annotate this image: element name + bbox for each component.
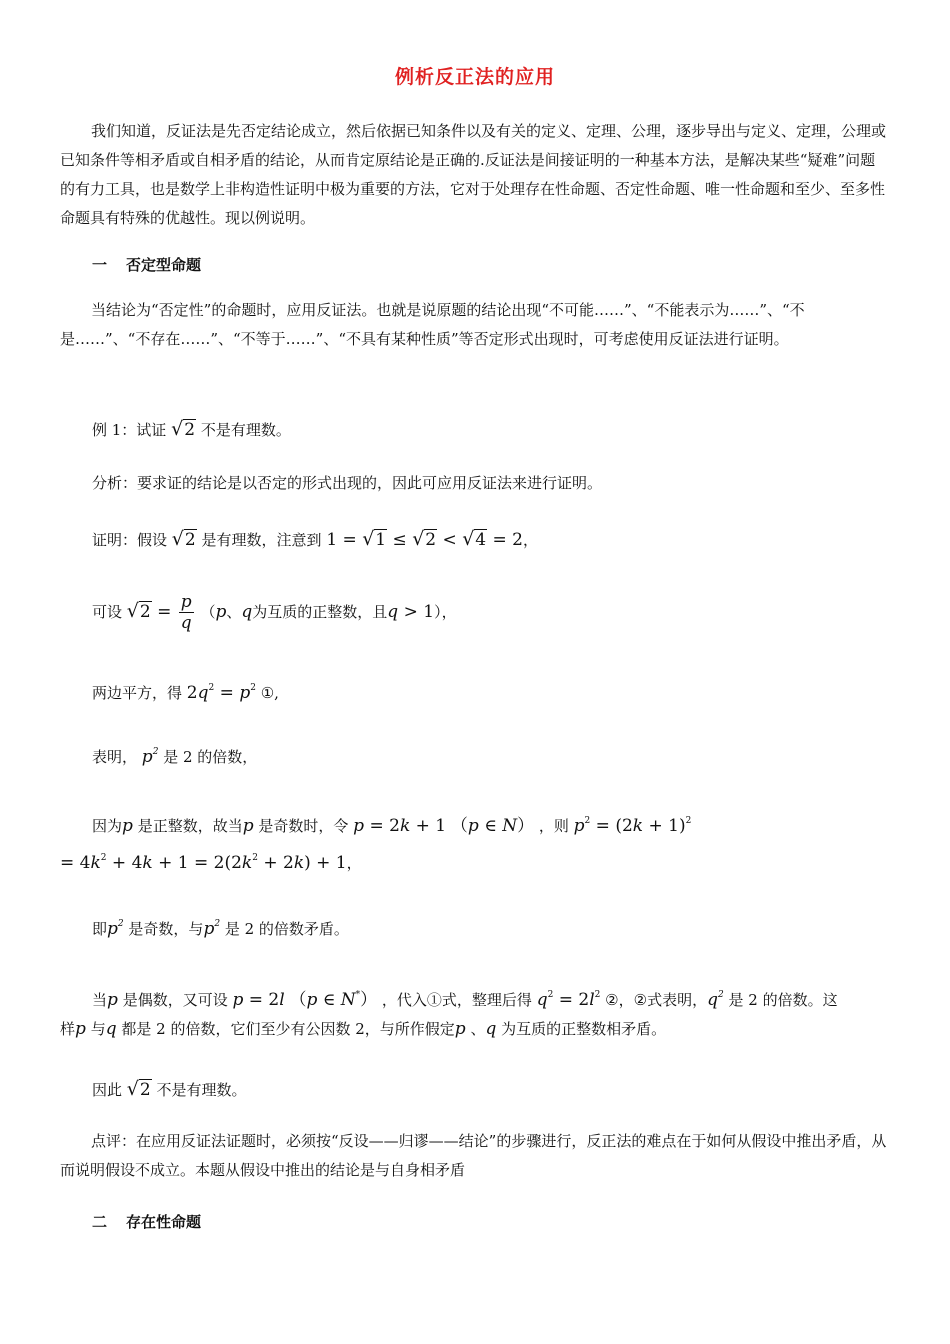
sqrt-2-formula: √2	[171, 528, 196, 550]
square-line: 两边平方，得 $2q^2 = p^2$ ①,	[92, 683, 279, 703]
section-1-intro: 当结论为“否定性”的命题时，应用反证法。也就是说原题的结论出现“不可能……”、“不能表示为……”、“不是……”、“不存在……”、“不等于……”、“不具有某种性质”等否定形式出现时，可考虑使用反证法进行证明。	[60, 301, 805, 348]
section-1-number: 一	[92, 256, 108, 274]
comment-paragraph: 点评：在应用反证法证题时，必须按“反设——归谬——结论”的步骤进行，反正法的难点在于如何从假设中推出矛盾，从而说明假设不成立。本题从假设中推出的结论是与自身相矛盾	[60, 1132, 887, 1179]
shows-line: 表明， $p^2$ 是 2 的倍数，	[92, 747, 258, 767]
even-case-line-1: 当p 是偶数，又可设 p = 2l （p ∈ N*） ，代入①式，整理后得 $q^2 = 2l^2$ ②，②式表明，$q^2$ 是 2 的倍数。这	[92, 990, 838, 1010]
p-squared-formula: $p^2$	[141, 747, 159, 767]
expansion-formula: = $4k^2 + 4k + 1 = 2(2k^2 + 2k) + 1$	[60, 853, 347, 873]
proof-start-line: 证明：假设 √2 是有理数，注意到 1 = √1 ≤ √2 < √4 = 2，	[92, 528, 539, 550]
sqrt-2-formula: √2	[126, 1078, 151, 1100]
q2-equals-2l2-formula: $q^2 = 2l^2$	[536, 990, 601, 1010]
p-in-n-star-formula: （p ∈ N*）	[289, 990, 378, 1010]
sqrt-2-formula: √2	[171, 418, 196, 440]
analysis-line: 分析：要求证的结论是以否定的形式出现的，因此可应用反证法来进行证明。	[92, 474, 603, 492]
let-line: 可设 √2 = $\frac{p}{q}$ （p、q为互质的正整数，且q > 1），	[92, 592, 457, 633]
section-1-title: 否定型命题	[126, 256, 202, 274]
contradiction-line: 即$p^2$ 是奇数，与$p^2$ 是 2 的倍数矛盾。	[92, 919, 349, 939]
section-2-heading	[92, 1211, 201, 1232]
even-case-line-2: 样p 与q 都是 2 的倍数，它们至少有公因数 2，与所作假定p 、q 为互质的正整数相矛盾。	[60, 1019, 667, 1039]
sqrt2-equals-p-over-q-formula: √2 = $\frac{p}{q}$	[126, 592, 192, 633]
section-2-title: 存在性命题	[126, 1213, 202, 1231]
conclusion-line: 因此 √2 不是有理数。	[92, 1078, 247, 1100]
p2-expansion-formula: $p^2 = (2k + 1)^2$	[573, 816, 692, 836]
document-title: 例析反正法的应用	[394, 66, 555, 88]
then-line: = $4k^2 + 4k + 1 = 2(2k^2 + 2k) + 1$，	[60, 853, 362, 873]
2q2-equals-p2-formula: $2q^2 = p^2$	[186, 683, 256, 703]
intro-paragraph: 我们知道，反证法是先否定结论成立，然后依据已知条件以及有关的定义、定理、公理，逐步导出与定义、定理，公理或已知条件等相矛盾或自相矛盾的结论，从而肯定原结论是正确的.反证法是间接证明的一种基本方法，是解决某些“疑难”问题的有力工具，也是数学上非构造性证明中极为重要的方法，它对于处理存在性命题、否定性命题、唯一性命题和至少、至多性命题具有特殊的优越性。现以例说明。	[60, 122, 887, 227]
q-greater-than-1-formula: q	[387, 602, 399, 622]
p-equals-2l-formula: p = 2l	[232, 990, 285, 1010]
because-line: 因为p 是正整数，故当p 是奇数时，令 p = 2k + 1 （p ∈ N） ，则 $p^2 = (2k + 1)^2$	[92, 816, 692, 836]
section-2-number: 二	[92, 1213, 108, 1231]
inequality-formula: 1 = √1 ≤ √2 < √4 = 2	[326, 528, 523, 550]
example-1: 例 1：试证 √2 不是有理数。	[92, 418, 291, 440]
p-in-n-formula: （p ∈ N）	[450, 816, 535, 836]
section-1-heading	[92, 254, 201, 275]
p-equals-2k-plus-1-formula: p = 2k + 1	[353, 816, 447, 836]
